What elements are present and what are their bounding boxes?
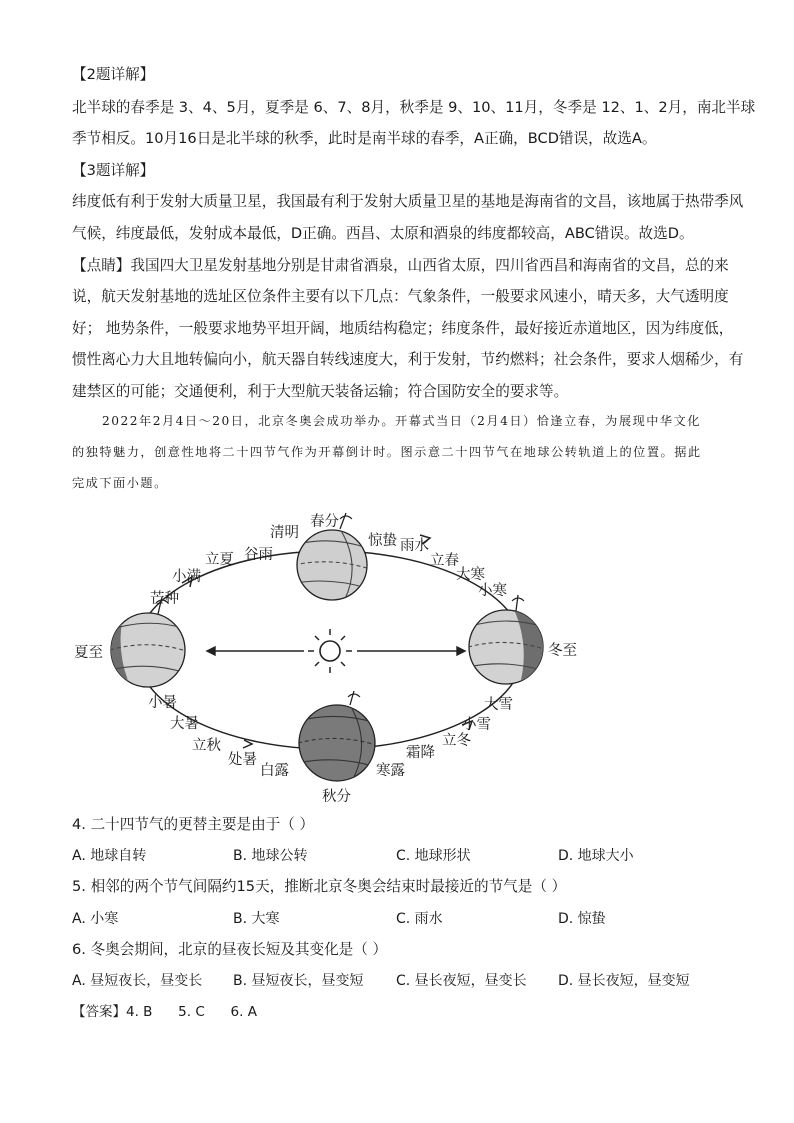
tip-text-line: 好； 地势条件，一般要求地势平坦开阔，地质结构稳定；纬度条件，最好接近赤道地区，因为纬度低， [72,320,734,337]
term-label-daxue: 大雪 [484,697,513,713]
question-option[interactable]: B. 地球公转 [233,848,308,864]
tip-text-line: 说，航天发射基地的选址区位条件主要有以下几点：气象条件，一般要求风速小，晴天多，大气透明度 [72,288,729,305]
term-label-mangzhong: 芒种 [150,591,179,607]
question-option[interactable]: D. 昼长夜短，昼变短 [558,973,690,989]
term-label-dashu: 大暑 [170,716,199,732]
term-label-chushu: 处暑 [228,752,257,768]
intro-text-line: 完成下面小题。 [72,476,168,490]
tip-text-line: 惯性离心力大且地转偏向小，航天器自转线速度大，利于发射，节约燃料；社会条件，要求人烟稀少，有 [72,351,744,368]
term-label-liqiu: 立秋 [192,738,221,754]
question-option[interactable]: A. 地球自转 [72,848,147,864]
question-stem: 4. 二十四节气的更替主要是由于（ ） [72,816,315,833]
term-label-lixia: 立夏 [205,552,234,568]
question-option[interactable]: C. 地球形状 [396,848,471,864]
question-option[interactable]: B. 昼短夜长，昼变短 [233,973,364,989]
earth-globe-winter [468,595,552,691]
answer-line [72,1002,257,1022]
orbit-arrow-icon [243,740,252,748]
term-label-xiaoman: 小满 [172,569,201,585]
question-stem: 6. 冬奥会期间，北京的昼夜长短及其变化是（ ） [72,941,388,958]
tip-text-line: 建禁区的可能；交通便利，利于大型航天装备运输；符合国防安全的要求等。 [72,383,569,400]
earth-globe-summer [92,597,186,695]
answer-label: 【答案】 [72,1004,126,1020]
question-option[interactable]: D. 地球大小 [558,848,634,864]
term-label-xiaoshu: 小暑 [148,695,177,711]
question-option[interactable]: A. 昼短夜长，昼变长 [72,973,203,989]
intro-text-line: 的独特魅力，创意性地将二十四节气作为开幕倒计时。图示意二十四节气在地球公转轨道上的位置。据此 [72,445,702,459]
term-label-winter-solstice: 冬至 [548,643,577,659]
question-option[interactable]: A. 小寒 [72,911,119,927]
term-label-jingzhe: 惊蛰 [368,533,397,549]
sunlight-arrows [207,647,465,655]
question-option[interactable]: C. 雨水 [396,911,443,927]
term-label-xiaohan: 小寒 [478,583,507,599]
tip-text-line: 【点睛】我国四大卫星发射基地分别是甘肃省酒泉，山西省太原，四川省西昌和海南省的文昌，总的来 [72,257,729,274]
term-label-guyu: 谷雨 [244,547,273,563]
term-label-dahan: 大寒 [456,567,485,583]
question-option[interactable]: C. 昼长夜短，昼变长 [396,973,527,989]
term-label-lidong: 立冬 [442,733,471,749]
question-option[interactable]: D. 惊蛰 [558,911,606,927]
term-label-autumn-equinox: 秋分 [322,789,351,805]
q2-text-line: 北半球的春季是 3、4、5月，夏季是 6、7、8月，秋季是 9、10、11月，冬季是 12、1、2月，南北半球 [72,99,756,116]
q3-text-line: 气候，纬度最低，发射成本最低，D正确。西昌、太原和酒泉的纬度都较高，ABC错误。故选D。 [72,225,694,242]
q3-heading: 【3题详解】 [72,162,155,179]
term-label-bailu: 白露 [260,763,289,779]
q2-text-line: 季节相反。10月16日是北半球的秋季，此时是南半球的春季，A正确，BCD错误，故选A。 [72,130,657,147]
q3-text-line: 纬度低有利于发射大质量卫星，我国最有利于发射大质量卫星的基地是海南省的文昌，该地属于热带季风 [72,193,744,210]
question-stem: 5. 相邻的两个节气间隔约15天，推断北京冬奥会结束时最接近的节气是（ ） [72,878,567,895]
sun-icon [308,629,352,673]
term-label-yushui: 雨水 [400,538,429,554]
solar-terms-orbit-diagram [72,505,592,805]
term-label-xiaoxue: 小雪 [462,717,491,733]
term-label-qingming: 清明 [270,525,299,541]
term-label-spring-equinox: 春分 [310,514,339,530]
question-option[interactable]: B. 大寒 [233,911,280,927]
q2-heading: 【2题详解】 [72,66,155,83]
earth-globe-autumn [298,691,376,781]
answer-values: 4. B 5. C 6. A [126,1004,257,1020]
intro-text-line: 2022年2月4日～20日，北京冬奥会成功举办。开幕式当日（2月4日）恰逢立春，为展现中华文化 [102,414,701,428]
term-label-summer-solstice: 夏至 [74,645,103,661]
term-label-hanlu: 寒露 [376,763,405,779]
term-label-shuangjiang: 霜降 [406,745,435,761]
term-label-lichun: 立春 [430,553,459,569]
